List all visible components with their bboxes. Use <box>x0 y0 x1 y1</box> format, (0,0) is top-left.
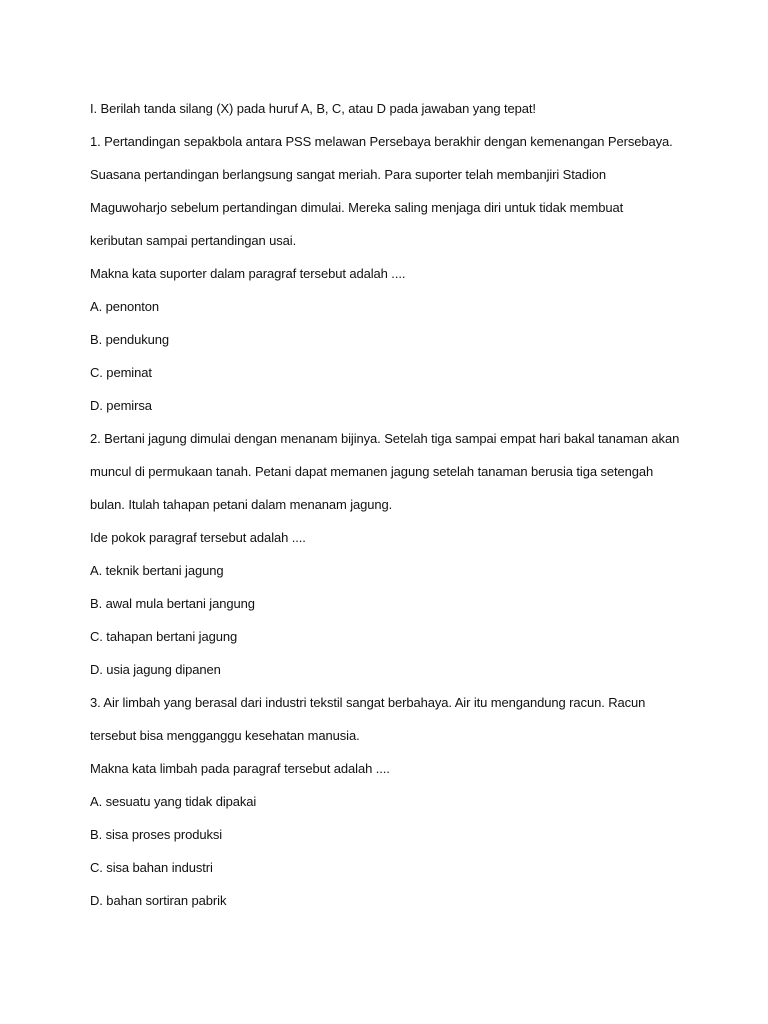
answer-option-d: D. pemirsa <box>90 398 152 413</box>
instruction-text: I. Berilah tanda silang (X) pada huruf A, B, C, atau D pada jawaban yang tepat! <box>90 101 536 116</box>
answer-option-d: D. bahan sortiran pabrik <box>90 893 227 908</box>
question-2 <box>90 422 690 686</box>
passage-line: Suasana pertandingan berlangsung sangat meriah. Para suporter telah membanjiri Stadion <box>90 167 607 182</box>
answer-option-b: B. awal mula bertani jangung <box>90 596 255 611</box>
answer-option-b: B. sisa proses produksi <box>90 827 223 842</box>
answer-option-a: A. teknik bertani jagung <box>90 563 224 578</box>
passage-line: bulan. Itulah tahapan petani dalam menanam jagung. <box>90 497 393 512</box>
answer-option-a: A. sesuatu yang tidak dipakai <box>90 794 257 809</box>
passage-line: tersebut bisa mengganggu kesehatan manusia. <box>90 728 360 743</box>
question-prompt: Ide pokok paragraf tersebut adalah .... <box>90 530 306 545</box>
question-prompt: Makna kata limbah pada paragraf tersebut adalah .... <box>90 761 390 776</box>
passage-line: 3. Air limbah yang berasal dari industri tekstil sangat berbahaya. Air itu mengandung racun. Racun <box>90 695 646 710</box>
passage-line: 2. Bertani jagung dimulai dengan menanam bijinya. Setelah tiga sampai empat hari bakal tanaman akan <box>90 431 680 446</box>
passage-line: keributan sampai pertandingan usai. <box>90 233 297 248</box>
document-content <box>90 92 690 917</box>
question-1 <box>90 125 690 422</box>
question-prompt: Makna kata suporter dalam paragraf tersebut adalah .... <box>90 266 406 281</box>
answer-option-c: C. peminat <box>90 365 152 380</box>
answer-option-c: C. sisa bahan industri <box>90 860 213 875</box>
answer-option-d: D. usia jagung dipanen <box>90 662 221 677</box>
answer-option-a: A. penonton <box>90 299 160 314</box>
passage-line: Maguwoharjo sebelum pertandingan dimulai. Mereka saling menjaga diri untuk tidak membuat <box>90 200 624 215</box>
passage-line: muncul di permukaan tanah. Petani dapat memanen jagung setelah tanaman berusia tiga setengah <box>90 464 654 479</box>
passage-line: 1. Pertandingan sepakbola antara PSS melawan Persebaya berakhir dengan kemenangan Persebaya. <box>90 134 673 149</box>
answer-option-b: B. pendukung <box>90 332 170 347</box>
answer-option-c: C. tahapan bertani jagung <box>90 629 238 644</box>
question-3 <box>90 686 690 917</box>
